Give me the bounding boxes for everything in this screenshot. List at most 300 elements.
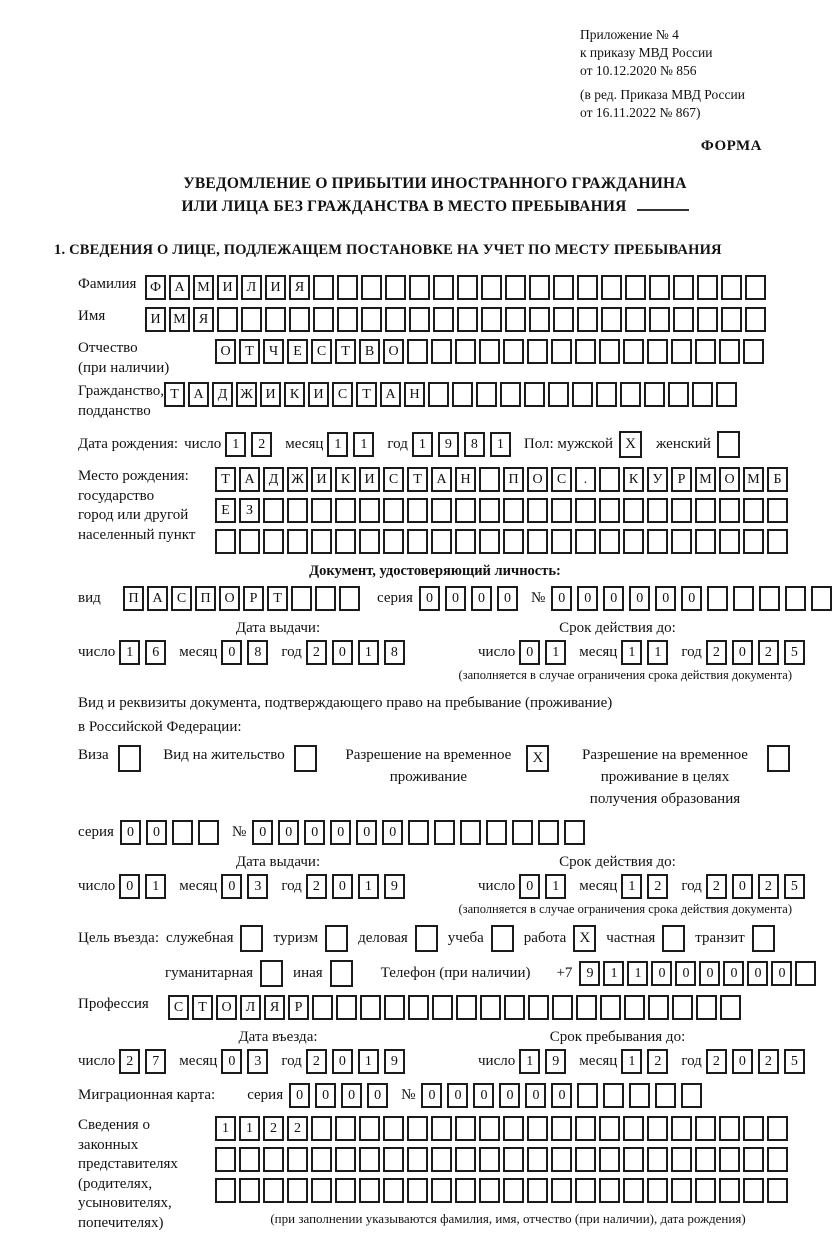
char-cell[interactable]: А xyxy=(239,467,260,492)
char-cell[interactable] xyxy=(695,498,716,523)
char-cell[interactable]: С xyxy=(551,467,572,492)
char-cell[interactable]: 0 xyxy=(146,820,167,845)
char-cell[interactable] xyxy=(486,820,507,845)
char-cell[interactable] xyxy=(743,1178,764,1203)
char-cell[interactable]: 2 xyxy=(706,874,727,899)
char-cell[interactable] xyxy=(198,820,219,845)
char-cell[interactable] xyxy=(673,307,694,332)
char-cell[interactable] xyxy=(575,1178,596,1203)
char-cell[interactable] xyxy=(695,1147,716,1172)
char-cell[interactable] xyxy=(767,529,788,554)
char-cell[interactable] xyxy=(623,1116,644,1141)
char-cell[interactable] xyxy=(434,820,455,845)
char-cell[interactable]: Т xyxy=(192,995,213,1020)
char-cell[interactable] xyxy=(455,498,476,523)
char-cell[interactable]: 0 xyxy=(332,874,353,899)
char-cell[interactable] xyxy=(455,1147,476,1172)
char-cell[interactable] xyxy=(719,529,740,554)
char-cell[interactable] xyxy=(527,1116,548,1141)
residence-permit-checkbox[interactable] xyxy=(294,745,317,772)
char-cell[interactable]: 1 xyxy=(519,1049,540,1074)
char-cell[interactable] xyxy=(431,529,452,554)
char-cell[interactable]: 1 xyxy=(358,874,379,899)
char-cell[interactable]: Т xyxy=(164,382,185,407)
char-cell[interactable] xyxy=(649,275,670,300)
char-cell[interactable]: С xyxy=(332,382,353,407)
char-cell[interactable] xyxy=(625,275,646,300)
purpose-private-checkbox[interactable] xyxy=(662,925,685,952)
char-cell[interactable] xyxy=(361,275,382,300)
char-cell[interactable] xyxy=(672,995,693,1020)
char-cell[interactable]: М xyxy=(169,307,190,332)
char-cell[interactable]: И xyxy=(311,467,332,492)
char-cell[interactable]: 0 xyxy=(655,586,676,611)
char-cell[interactable]: 0 xyxy=(675,961,696,986)
char-cell[interactable] xyxy=(697,275,718,300)
char-cell[interactable]: 1 xyxy=(490,432,511,457)
char-cell[interactable] xyxy=(239,529,260,554)
char-cell[interactable] xyxy=(455,339,476,364)
char-cell[interactable] xyxy=(480,995,501,1020)
char-cell[interactable] xyxy=(681,1083,702,1108)
char-cell[interactable]: 0 xyxy=(419,586,440,611)
char-cell[interactable] xyxy=(743,1147,764,1172)
char-cell[interactable] xyxy=(577,275,598,300)
char-cell[interactable] xyxy=(505,307,526,332)
char-cell[interactable] xyxy=(721,307,742,332)
char-cell[interactable] xyxy=(172,820,193,845)
char-cell[interactable] xyxy=(503,1178,524,1203)
char-cell[interactable] xyxy=(335,498,356,523)
char-cell[interactable] xyxy=(479,1116,500,1141)
char-cell[interactable] xyxy=(648,995,669,1020)
char-cell[interactable] xyxy=(575,529,596,554)
char-cell[interactable]: 5 xyxy=(784,1049,805,1074)
char-cell[interactable]: О xyxy=(527,467,548,492)
char-cell[interactable] xyxy=(479,339,500,364)
char-cell[interactable]: 1 xyxy=(239,1116,260,1141)
char-cell[interactable]: 1 xyxy=(621,1049,642,1074)
char-cell[interactable]: 0 xyxy=(723,961,744,986)
char-cell[interactable]: 7 xyxy=(145,1049,166,1074)
char-cell[interactable]: 2 xyxy=(251,432,272,457)
char-cell[interactable] xyxy=(455,1178,476,1203)
char-cell[interactable]: 2 xyxy=(119,1049,140,1074)
char-cell[interactable] xyxy=(287,1178,308,1203)
char-cell[interactable] xyxy=(575,339,596,364)
char-cell[interactable] xyxy=(505,275,526,300)
char-cell[interactable]: 0 xyxy=(278,820,299,845)
char-cell[interactable] xyxy=(707,586,728,611)
char-cell[interactable]: Д xyxy=(212,382,233,407)
char-cell[interactable]: 0 xyxy=(551,586,572,611)
char-cell[interactable] xyxy=(385,275,406,300)
char-cell[interactable] xyxy=(623,1147,644,1172)
char-cell[interactable] xyxy=(719,1178,740,1203)
char-cell[interactable]: 9 xyxy=(384,874,405,899)
char-cell[interactable] xyxy=(695,1116,716,1141)
char-cell[interactable] xyxy=(407,339,428,364)
char-cell[interactable] xyxy=(553,307,574,332)
char-cell[interactable]: А xyxy=(147,586,168,611)
char-cell[interactable] xyxy=(785,586,806,611)
char-cell[interactable] xyxy=(455,529,476,554)
char-cell[interactable] xyxy=(313,307,334,332)
char-cell[interactable]: Ч xyxy=(263,339,284,364)
char-cell[interactable] xyxy=(479,529,500,554)
char-cell[interactable] xyxy=(649,307,670,332)
char-cell[interactable] xyxy=(623,339,644,364)
char-cell[interactable] xyxy=(599,529,620,554)
char-cell[interactable]: 2 xyxy=(758,1049,779,1074)
char-cell[interactable] xyxy=(287,1147,308,1172)
char-cell[interactable] xyxy=(457,307,478,332)
char-cell[interactable] xyxy=(503,498,524,523)
char-cell[interactable] xyxy=(383,529,404,554)
char-cell[interactable] xyxy=(215,529,236,554)
char-cell[interactable] xyxy=(503,1147,524,1172)
char-cell[interactable] xyxy=(576,995,597,1020)
char-cell[interactable]: 1 xyxy=(545,874,566,899)
char-cell[interactable]: 0 xyxy=(473,1083,494,1108)
char-cell[interactable]: 0 xyxy=(315,1083,336,1108)
char-cell[interactable]: 0 xyxy=(497,586,518,611)
char-cell[interactable]: Л xyxy=(240,995,261,1020)
char-cell[interactable]: 2 xyxy=(306,874,327,899)
purpose-tourism-checkbox[interactable] xyxy=(325,925,348,952)
char-cell[interactable] xyxy=(551,529,572,554)
char-cell[interactable]: 0 xyxy=(421,1083,442,1108)
char-cell[interactable]: Ж xyxy=(287,467,308,492)
char-cell[interactable] xyxy=(759,586,780,611)
char-cell[interactable] xyxy=(239,1147,260,1172)
char-cell[interactable]: В xyxy=(359,339,380,364)
char-cell[interactable] xyxy=(551,339,572,364)
char-cell[interactable]: 9 xyxy=(579,961,600,986)
char-cell[interactable] xyxy=(599,498,620,523)
char-cell[interactable]: 1 xyxy=(215,1116,236,1141)
char-cell[interactable]: 3 xyxy=(247,874,268,899)
char-cell[interactable]: 1 xyxy=(327,432,348,457)
char-cell[interactable]: 0 xyxy=(221,640,242,665)
char-cell[interactable]: З xyxy=(239,498,260,523)
char-cell[interactable]: 2 xyxy=(287,1116,308,1141)
char-cell[interactable] xyxy=(359,1147,380,1172)
char-cell[interactable] xyxy=(481,275,502,300)
char-cell[interactable] xyxy=(407,1147,428,1172)
char-cell[interactable]: 0 xyxy=(221,874,242,899)
char-cell[interactable] xyxy=(241,307,262,332)
char-cell[interactable]: С xyxy=(383,467,404,492)
char-cell[interactable] xyxy=(671,339,692,364)
char-cell[interactable] xyxy=(313,275,334,300)
char-cell[interactable] xyxy=(384,995,405,1020)
char-cell[interactable] xyxy=(696,995,717,1020)
char-cell[interactable] xyxy=(311,1147,332,1172)
char-cell[interactable] xyxy=(335,1116,356,1141)
char-cell[interactable] xyxy=(407,1116,428,1141)
char-cell[interactable] xyxy=(743,498,764,523)
char-cell[interactable] xyxy=(721,275,742,300)
char-cell[interactable] xyxy=(479,467,500,492)
char-cell[interactable] xyxy=(512,820,533,845)
char-cell[interactable]: 0 xyxy=(367,1083,388,1108)
char-cell[interactable] xyxy=(408,995,429,1020)
char-cell[interactable]: И xyxy=(217,275,238,300)
char-cell[interactable]: С xyxy=(311,339,332,364)
char-cell[interactable] xyxy=(452,382,473,407)
char-cell[interactable] xyxy=(335,529,356,554)
char-cell[interactable] xyxy=(287,529,308,554)
purpose-work-checkbox[interactable]: X xyxy=(573,925,596,952)
char-cell[interactable]: А xyxy=(431,467,452,492)
char-cell[interactable]: 0 xyxy=(289,1083,310,1108)
char-cell[interactable] xyxy=(647,529,668,554)
char-cell[interactable]: О xyxy=(216,995,237,1020)
char-cell[interactable] xyxy=(767,1147,788,1172)
char-cell[interactable]: М xyxy=(743,467,764,492)
purpose-transit-checkbox[interactable] xyxy=(752,925,775,952)
char-cell[interactable]: 0 xyxy=(699,961,720,986)
char-cell[interactable] xyxy=(673,275,694,300)
char-cell[interactable] xyxy=(624,995,645,1020)
char-cell[interactable] xyxy=(263,1147,284,1172)
char-cell[interactable] xyxy=(553,275,574,300)
char-cell[interactable] xyxy=(312,995,333,1020)
char-cell[interactable] xyxy=(291,586,312,611)
char-cell[interactable]: 2 xyxy=(647,1049,668,1074)
char-cell[interactable]: 0 xyxy=(603,586,624,611)
char-cell[interactable]: 1 xyxy=(353,432,374,457)
char-cell[interactable] xyxy=(599,1147,620,1172)
char-cell[interactable] xyxy=(339,586,360,611)
char-cell[interactable]: 1 xyxy=(358,640,379,665)
char-cell[interactable] xyxy=(500,382,521,407)
char-cell[interactable] xyxy=(577,1083,598,1108)
char-cell[interactable] xyxy=(263,1178,284,1203)
char-cell[interactable] xyxy=(647,498,668,523)
char-cell[interactable] xyxy=(599,467,620,492)
char-cell[interactable]: 0 xyxy=(651,961,672,986)
char-cell[interactable] xyxy=(503,529,524,554)
char-cell[interactable] xyxy=(409,275,430,300)
char-cell[interactable] xyxy=(217,307,238,332)
char-cell[interactable] xyxy=(647,1116,668,1141)
char-cell[interactable] xyxy=(577,307,598,332)
char-cell[interactable] xyxy=(460,820,481,845)
char-cell[interactable] xyxy=(743,529,764,554)
char-cell[interactable] xyxy=(263,498,284,523)
char-cell[interactable] xyxy=(504,995,525,1020)
char-cell[interactable] xyxy=(644,382,665,407)
char-cell[interactable]: 1 xyxy=(627,961,648,986)
char-cell[interactable]: 0 xyxy=(525,1083,546,1108)
char-cell[interactable] xyxy=(743,339,764,364)
char-cell[interactable]: С xyxy=(168,995,189,1020)
char-cell[interactable] xyxy=(361,307,382,332)
char-cell[interactable]: И xyxy=(359,467,380,492)
char-cell[interactable] xyxy=(383,1178,404,1203)
char-cell[interactable] xyxy=(527,1178,548,1203)
char-cell[interactable] xyxy=(385,307,406,332)
purpose-official-checkbox[interactable] xyxy=(240,925,263,952)
char-cell[interactable] xyxy=(503,1116,524,1141)
char-cell[interactable]: Т xyxy=(215,467,236,492)
char-cell[interactable] xyxy=(383,1147,404,1172)
char-cell[interactable]: 2 xyxy=(758,640,779,665)
char-cell[interactable]: 5 xyxy=(784,640,805,665)
char-cell[interactable]: 8 xyxy=(384,640,405,665)
char-cell[interactable]: 0 xyxy=(332,1049,353,1074)
char-cell[interactable] xyxy=(337,307,358,332)
char-cell[interactable] xyxy=(671,1147,692,1172)
char-cell[interactable] xyxy=(479,1178,500,1203)
char-cell[interactable] xyxy=(263,529,284,554)
char-cell[interactable]: Т xyxy=(407,467,428,492)
char-cell[interactable] xyxy=(360,995,381,1020)
char-cell[interactable] xyxy=(716,382,737,407)
char-cell[interactable]: 2 xyxy=(758,874,779,899)
char-cell[interactable] xyxy=(527,339,548,364)
char-cell[interactable] xyxy=(551,1147,572,1172)
char-cell[interactable] xyxy=(431,339,452,364)
char-cell[interactable]: 1 xyxy=(412,432,433,457)
char-cell[interactable]: 0 xyxy=(747,961,768,986)
char-cell[interactable] xyxy=(620,382,641,407)
char-cell[interactable] xyxy=(383,1116,404,1141)
char-cell[interactable]: П xyxy=(503,467,524,492)
char-cell[interactable]: С xyxy=(171,586,192,611)
char-cell[interactable]: 8 xyxy=(464,432,485,457)
char-cell[interactable] xyxy=(479,1147,500,1172)
char-cell[interactable] xyxy=(548,382,569,407)
char-cell[interactable] xyxy=(527,498,548,523)
char-cell[interactable]: 2 xyxy=(306,640,327,665)
char-cell[interactable]: 0 xyxy=(304,820,325,845)
char-cell[interactable] xyxy=(457,275,478,300)
char-cell[interactable]: 1 xyxy=(225,432,246,457)
char-cell[interactable] xyxy=(745,307,766,332)
char-cell[interactable]: Т xyxy=(239,339,260,364)
char-cell[interactable] xyxy=(527,529,548,554)
char-cell[interactable] xyxy=(335,1147,356,1172)
char-cell[interactable] xyxy=(407,1178,428,1203)
char-cell[interactable] xyxy=(603,1083,624,1108)
char-cell[interactable] xyxy=(599,339,620,364)
char-cell[interactable]: 0 xyxy=(732,1049,753,1074)
char-cell[interactable] xyxy=(647,1178,668,1203)
char-cell[interactable] xyxy=(538,820,559,845)
char-cell[interactable]: О xyxy=(215,339,236,364)
char-cell[interactable] xyxy=(481,307,502,332)
char-cell[interactable] xyxy=(215,1147,236,1172)
char-cell[interactable]: 0 xyxy=(120,820,141,845)
char-cell[interactable]: 1 xyxy=(145,874,166,899)
char-cell[interactable] xyxy=(311,1116,332,1141)
char-cell[interactable]: И xyxy=(260,382,281,407)
char-cell[interactable] xyxy=(529,307,550,332)
sex-female-checkbox[interactable] xyxy=(717,431,740,458)
char-cell[interactable] xyxy=(359,529,380,554)
char-cell[interactable]: 0 xyxy=(445,586,466,611)
char-cell[interactable] xyxy=(408,820,429,845)
char-cell[interactable] xyxy=(647,339,668,364)
char-cell[interactable]: 0 xyxy=(447,1083,468,1108)
visa-checkbox[interactable] xyxy=(118,745,141,772)
char-cell[interactable]: 0 xyxy=(252,820,273,845)
char-cell[interactable] xyxy=(811,586,832,611)
purpose-other-checkbox[interactable] xyxy=(330,960,353,987)
char-cell[interactable] xyxy=(697,307,718,332)
char-cell[interactable]: Р xyxy=(243,586,264,611)
char-cell[interactable]: Т xyxy=(335,339,356,364)
char-cell[interactable] xyxy=(431,1147,452,1172)
char-cell[interactable] xyxy=(433,275,454,300)
char-cell[interactable]: Т xyxy=(267,586,288,611)
char-cell[interactable]: 0 xyxy=(332,640,353,665)
char-cell[interactable] xyxy=(767,498,788,523)
char-cell[interactable] xyxy=(572,382,593,407)
char-cell[interactable] xyxy=(527,1147,548,1172)
purpose-business-checkbox[interactable] xyxy=(415,925,438,952)
temp-residence-checkbox[interactable]: X xyxy=(526,745,549,772)
char-cell[interactable]: 1 xyxy=(647,640,668,665)
char-cell[interactable]: 0 xyxy=(221,1049,242,1074)
char-cell[interactable]: 8 xyxy=(247,640,268,665)
char-cell[interactable] xyxy=(719,1116,740,1141)
char-cell[interactable] xyxy=(743,1116,764,1141)
char-cell[interactable] xyxy=(311,529,332,554)
char-cell[interactable]: Е xyxy=(287,339,308,364)
char-cell[interactable] xyxy=(575,1116,596,1141)
char-cell[interactable]: . xyxy=(575,467,596,492)
char-cell[interactable] xyxy=(311,498,332,523)
char-cell[interactable] xyxy=(335,1178,356,1203)
char-cell[interactable]: К xyxy=(284,382,305,407)
char-cell[interactable]: Я xyxy=(264,995,285,1020)
char-cell[interactable]: 0 xyxy=(551,1083,572,1108)
char-cell[interactable]: О xyxy=(383,339,404,364)
char-cell[interactable]: Л xyxy=(241,275,262,300)
char-cell[interactable] xyxy=(671,498,692,523)
char-cell[interactable]: 0 xyxy=(732,874,753,899)
char-cell[interactable] xyxy=(336,995,357,1020)
char-cell[interactable]: 0 xyxy=(499,1083,520,1108)
char-cell[interactable] xyxy=(551,498,572,523)
char-cell[interactable]: 1 xyxy=(545,640,566,665)
char-cell[interactable] xyxy=(503,339,524,364)
char-cell[interactable]: 0 xyxy=(382,820,403,845)
char-cell[interactable] xyxy=(623,529,644,554)
char-cell[interactable] xyxy=(456,995,477,1020)
char-cell[interactable]: Н xyxy=(455,467,476,492)
char-cell[interactable]: Р xyxy=(671,467,692,492)
char-cell[interactable] xyxy=(311,1178,332,1203)
char-cell[interactable] xyxy=(529,275,550,300)
char-cell[interactable] xyxy=(359,1116,380,1141)
char-cell[interactable]: Е xyxy=(215,498,236,523)
char-cell[interactable] xyxy=(692,382,713,407)
char-cell[interactable] xyxy=(695,529,716,554)
char-cell[interactable]: И xyxy=(145,307,166,332)
char-cell[interactable] xyxy=(745,275,766,300)
char-cell[interactable]: 2 xyxy=(706,1049,727,1074)
char-cell[interactable] xyxy=(524,382,545,407)
char-cell[interactable] xyxy=(767,1178,788,1203)
char-cell[interactable] xyxy=(551,1116,572,1141)
char-cell[interactable]: Р xyxy=(288,995,309,1020)
char-cell[interactable]: 0 xyxy=(577,586,598,611)
